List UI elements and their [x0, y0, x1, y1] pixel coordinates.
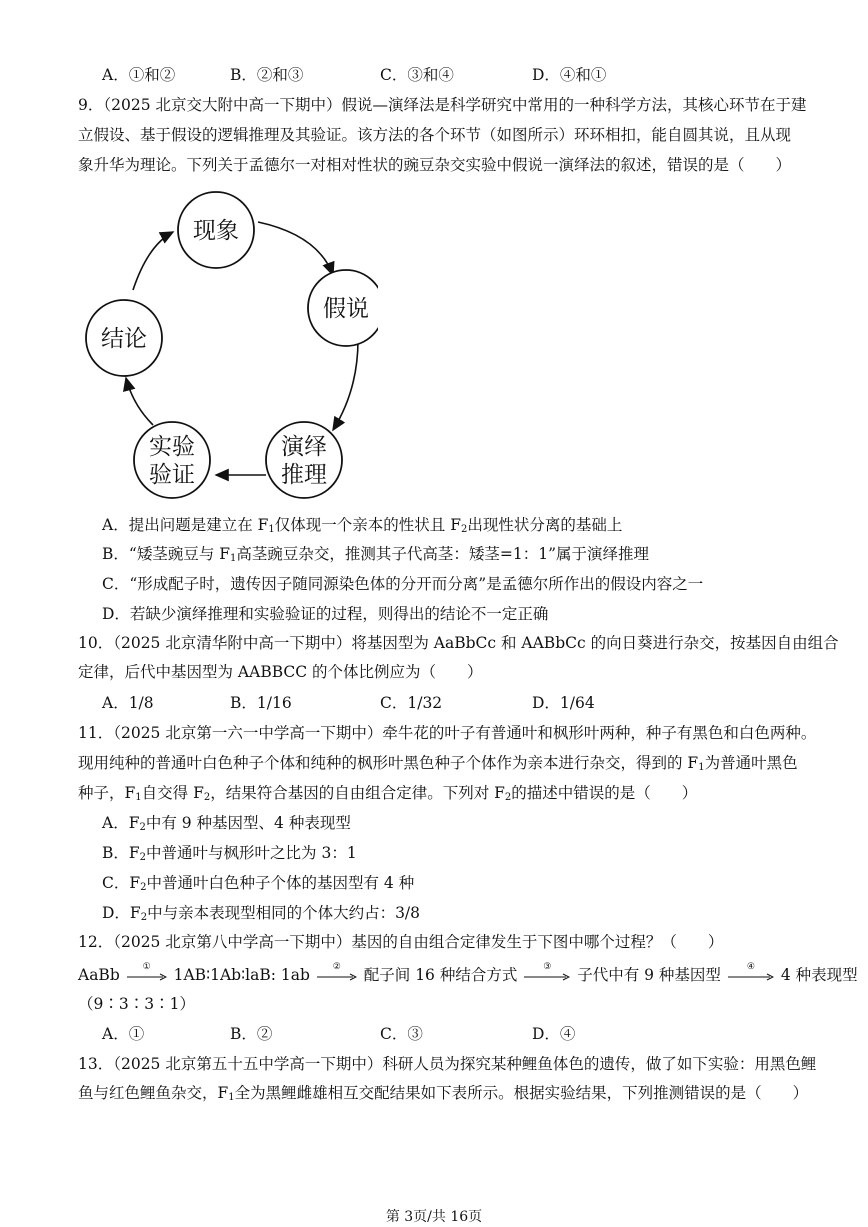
q9-stem-line-3: 象升华为理论。下列关于孟德尔一对相对性状的豌豆杂交实验中假说一演绎法的叙述，错误的是（ ） [78, 156, 792, 174]
q12-options [102, 1023, 802, 1045]
q10-option-c: C．1/32 [380, 694, 443, 712]
flow-arrow-1: ① [127, 965, 167, 985]
q10-stem-line-1: 10．（2025 北京清华附中高一下期中）将基因型为 AaBbCc 和 AABbCc 的向日葵进行杂交，按基因自由组合 [78, 634, 839, 652]
q10-options [102, 692, 802, 714]
q10-option-a: A．1/8 [102, 694, 154, 712]
q9-option-d: D．若缺少演绎推理和实验验证的过程，则得出的结论不一定正确 [102, 605, 549, 623]
q8-option-c: C．③和④ [380, 66, 454, 84]
node-deduction-label-2: 推理 [281, 462, 327, 488]
q11-stem-line-3: 种子，$F_1$自交得 $F_2$，结果符合基因的自由组合定律。下列对 $F_2$的描述中错误的是（ ） [78, 784, 698, 803]
flow-step-phenotypes: 4 种表现型 [780, 966, 858, 984]
q12-option-c: C．③ [380, 1025, 423, 1043]
q9-option-b: B．“矮茎豌豆与 $F_1$高茎豌豆杂交，推测其子代高茎：矮茎=1：1”属于演绎推理 [102, 545, 650, 564]
arrow-experiment-to-conclusion [126, 378, 153, 425]
flow-step-gametes: 1AB∶1Ab∶laB: 1ab [173, 966, 310, 984]
flow-arrow-3: ③ [524, 965, 570, 985]
q13-stem-line-1: 13．（2025 北京第五十五中学高一下期中）科研人员为探究某种鲤鱼体色的遗传，做了如下实验：用黑色鲤 [78, 1055, 817, 1073]
flow-arrow-4: ④ [728, 965, 774, 985]
flow-arrow-2: ② [317, 965, 357, 985]
page-number-footer: 第 3页/共 16页 [385, 1209, 483, 1225]
q12-process-flow [78, 961, 858, 987]
q8-option-b: B．②和③ [230, 66, 304, 84]
q12-option-b: B．② [230, 1025, 273, 1043]
q12-stem-line-1: 12．（2025 北京第八中学高一下期中）基因的自由组合定律发生于下图中哪个过程？（ ） [78, 933, 724, 951]
q10-option-b: B．1/16 [230, 694, 292, 712]
q12-ratio: （9∶3∶3∶1） [78, 995, 195, 1013]
q13-stem-line-2: 鱼与红色鲤鱼杂交，$F_1$全为黑鲤雌雄相互交配结果如下表所示。根据实验结果，下列推测错误的是（ ） [78, 1084, 809, 1103]
q9-stem-line-1: 9．（2025 北京交大附中高一下期中）假说—演绎法是科学研究中常用的一种科学方法，其核心环节在于建 [78, 96, 807, 114]
q11-stem-line-1: 11．（2025 北京第一六一中学高一下期中）牵牛花的叶子有普通叶和枫形叶两种，种子有黑色和白色两种。 [78, 724, 817, 742]
q12-option-a: A．① [102, 1025, 145, 1043]
node-phenomenon-label: 现象 [193, 218, 239, 244]
q8-options [102, 64, 802, 86]
q8-option-a: A．①和② [102, 66, 176, 84]
node-experiment-label-2: 验证 [149, 462, 195, 488]
q12-option-d: D．④ [532, 1025, 576, 1043]
flow-step-genotypes: 子代中有 9 种基因型 [577, 966, 721, 984]
q9-option-c: C．“形成配子时，遗传因子随同源染色体的分开而分离”是孟德尔所作出的假设内容之一 [102, 575, 704, 593]
q9-stem-line-2: 立假设、基于假设的逻辑推理及其验证。该方法的各个环节（如图所示）环环相扣，能自圆其说，且从现 [78, 126, 792, 144]
arrow-hypothesis-to-deduction [333, 340, 358, 430]
q11-option-b: B．$F_2$中普通叶与枫形叶之比为 3：1 [102, 844, 357, 863]
q11-option-a: A．$F_2$中有 9 种基因型、4 种表现型 [102, 814, 351, 833]
q11-stem-line-2: 现用纯种的普通叶白色种子个体和纯种的枫形叶黑色种子个体作为亲本进行杂交，得到的 $F_1$为普通叶黑色 [78, 754, 798, 773]
q11-option-c: C．$F_2$中普通叶白色种子个体的基因型有 4 种 [102, 874, 415, 893]
node-experiment-label-1: 实验 [149, 434, 195, 460]
node-hypothesis-label: 假说 [323, 296, 369, 322]
hypothetico-deductive-cycle-diagram [78, 180, 378, 500]
q10-option-d: D．1/64 [532, 694, 595, 712]
q11-option-d: D．$F_2$中与亲本表现型相同的个体大约占：3/8 [102, 904, 421, 923]
q9-option-a: A．提出问题是建立在 $F_1$仅体现一个亲本的性状且 $F_2$出现性状分离的基础上 [102, 516, 623, 535]
q8-option-d: D．④和① [532, 66, 607, 84]
flow-step-combinations: 配子间 16 种结合方式 [363, 966, 518, 984]
arrow-conclusion-to-phenomenon [133, 232, 173, 290]
arrow-phenomenon-to-hypothesis [258, 222, 333, 275]
node-conclusion-label: 结论 [101, 326, 147, 352]
q10-stem-line-2: 定律，后代中基因型为 AABBCC 的个体比例应为（ ） [78, 663, 483, 681]
flow-step-parent-genotype: AaBb [78, 966, 120, 984]
node-deduction-label-1: 演绎 [281, 434, 327, 460]
